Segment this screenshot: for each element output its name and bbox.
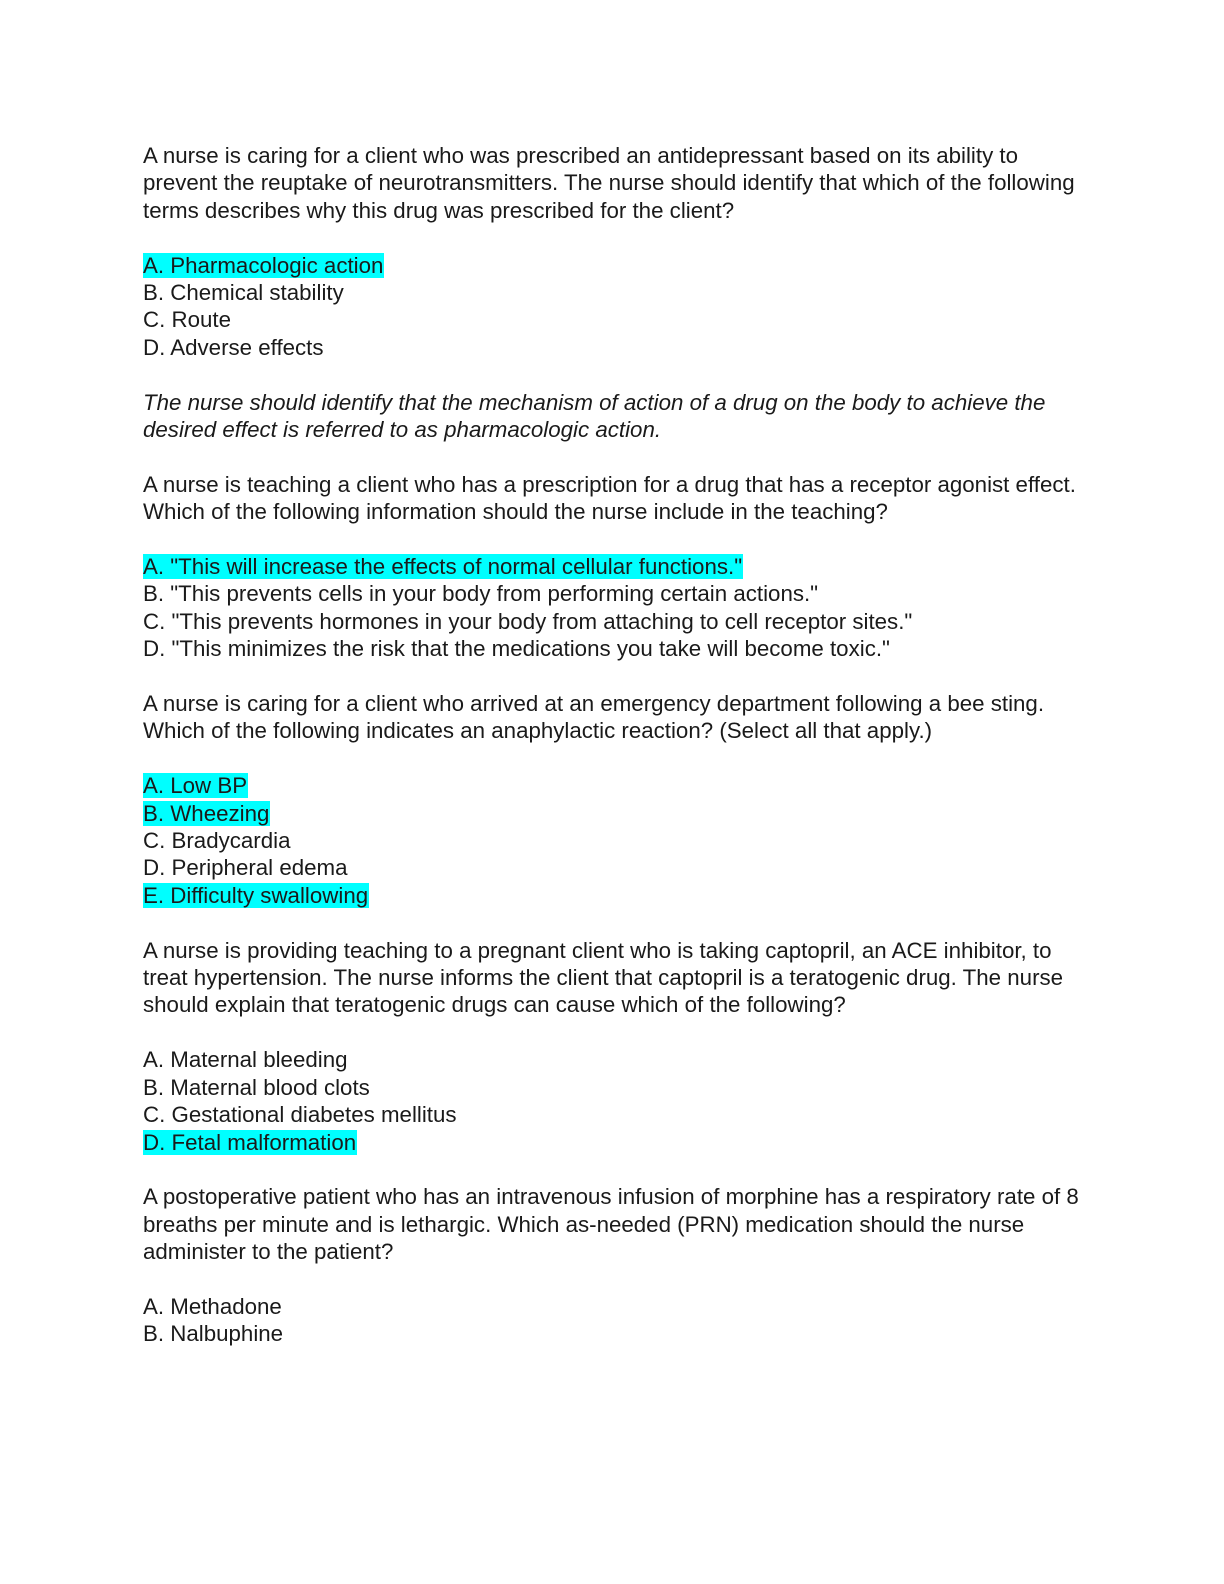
question-2-option-c bbox=[143, 608, 1083, 635]
spacer bbox=[143, 224, 1083, 251]
document-page bbox=[143, 142, 1083, 1348]
spacer bbox=[143, 745, 1083, 772]
option-text: C. Bradycardia bbox=[143, 828, 291, 854]
option-text: A. Methadone bbox=[143, 1293, 282, 1319]
spacer bbox=[143, 1266, 1083, 1293]
question-5-option-a bbox=[143, 1293, 1083, 1320]
question-2-option-a-highlighted bbox=[143, 553, 1083, 580]
option-text: D. "This minimizes the risk that the medications you take will become toxic." bbox=[143, 636, 890, 662]
question-4-stem: A nurse is providing teaching to a pregnant client who is taking captopril, an ACE inhibitor, to treat hypertension. The nurse informs the client that captopril is a teratogenic drug. The nurse should explain that teratogenic drugs can cause which of the following? bbox=[143, 937, 1064, 1018]
question-1-option-d bbox=[143, 334, 1083, 361]
question-1-rationale: The nurse should identify that the mechanism of action of a drug on the body to achieve the desired effect is referred to as pharmacologic action. bbox=[143, 389, 1046, 443]
option-text: A. Low BP bbox=[143, 773, 248, 799]
option-text: A. Maternal bleeding bbox=[143, 1047, 348, 1073]
question-1-stem: A nurse is caring for a client who was prescribed an antidepressant based on its ability to prevent the reuptake of neurotransmitters. The nurse should identify that which of the following terms describes why this drug was prescribed for the client? bbox=[143, 143, 1075, 223]
spacer bbox=[143, 361, 1083, 388]
spacer bbox=[143, 663, 1083, 690]
spacer bbox=[143, 1156, 1083, 1183]
question-1-option-b bbox=[143, 279, 1083, 306]
question-5-stem: A postoperative patient who has an intravenous infusion of morphine has a respiratory rate of 8 breaths per minute and is lethargic. Which as-needed (PRN) medication should the nurse administer to the patient? bbox=[143, 1184, 1079, 1265]
question-3-option-d bbox=[143, 854, 1083, 881]
option-text: E. Difficulty swallowing bbox=[143, 882, 369, 908]
question-3-option-a-highlighted bbox=[143, 772, 1083, 799]
question-2-option-b bbox=[143, 580, 1083, 607]
question-4-option-d-highlighted bbox=[143, 1129, 1083, 1156]
option-text: D. Peripheral edema bbox=[143, 855, 348, 881]
question-4-option-b bbox=[143, 1074, 1083, 1101]
option-text: A. Pharmacologic action bbox=[143, 252, 384, 278]
option-text: C. "This prevents hormones in your body from attaching to cell receptor sites." bbox=[143, 608, 913, 634]
question-1-option-a-highlighted bbox=[143, 252, 1083, 279]
question-3-option-b-highlighted bbox=[143, 800, 1083, 827]
question-2-stem: A nurse is teaching a client who has a prescription for a drug that has a receptor agonist effect. Which of the following information should the nurse include in the teaching? bbox=[143, 471, 1076, 525]
question-2-option-d bbox=[143, 635, 1083, 662]
option-text: B. Wheezing bbox=[143, 800, 270, 826]
spacer bbox=[143, 1019, 1083, 1046]
option-text: C. Route bbox=[143, 307, 231, 333]
question-1-option-c bbox=[143, 306, 1083, 333]
option-text: B. Maternal blood clots bbox=[143, 1074, 370, 1100]
question-3-stem: A nurse is caring for a client who arrived at an emergency department following a bee sting. Which of the following indicates an anaphylactic reaction? (Select all that apply.) bbox=[143, 691, 1045, 744]
option-text: C. Gestational diabetes mellitus bbox=[143, 1102, 457, 1128]
question-4-option-a bbox=[143, 1046, 1083, 1073]
option-text: B. "This prevents cells in your body from performing certain actions." bbox=[143, 581, 819, 607]
option-text: A. "This will increase the effects of normal cellular functions." bbox=[143, 554, 743, 580]
option-text: B. Nalbuphine bbox=[143, 1321, 284, 1347]
option-text: B. Chemical stability bbox=[143, 280, 344, 306]
option-text: D. Fetal malformation bbox=[143, 1129, 357, 1155]
spacer bbox=[143, 443, 1083, 470]
question-4-option-c bbox=[143, 1101, 1083, 1128]
question-3-option-e-highlighted bbox=[143, 882, 1083, 909]
spacer bbox=[143, 526, 1083, 553]
option-text: D. Adverse effects bbox=[143, 334, 324, 360]
question-5-option-b bbox=[143, 1320, 1083, 1347]
spacer bbox=[143, 909, 1083, 936]
question-3-option-c bbox=[143, 827, 1083, 854]
